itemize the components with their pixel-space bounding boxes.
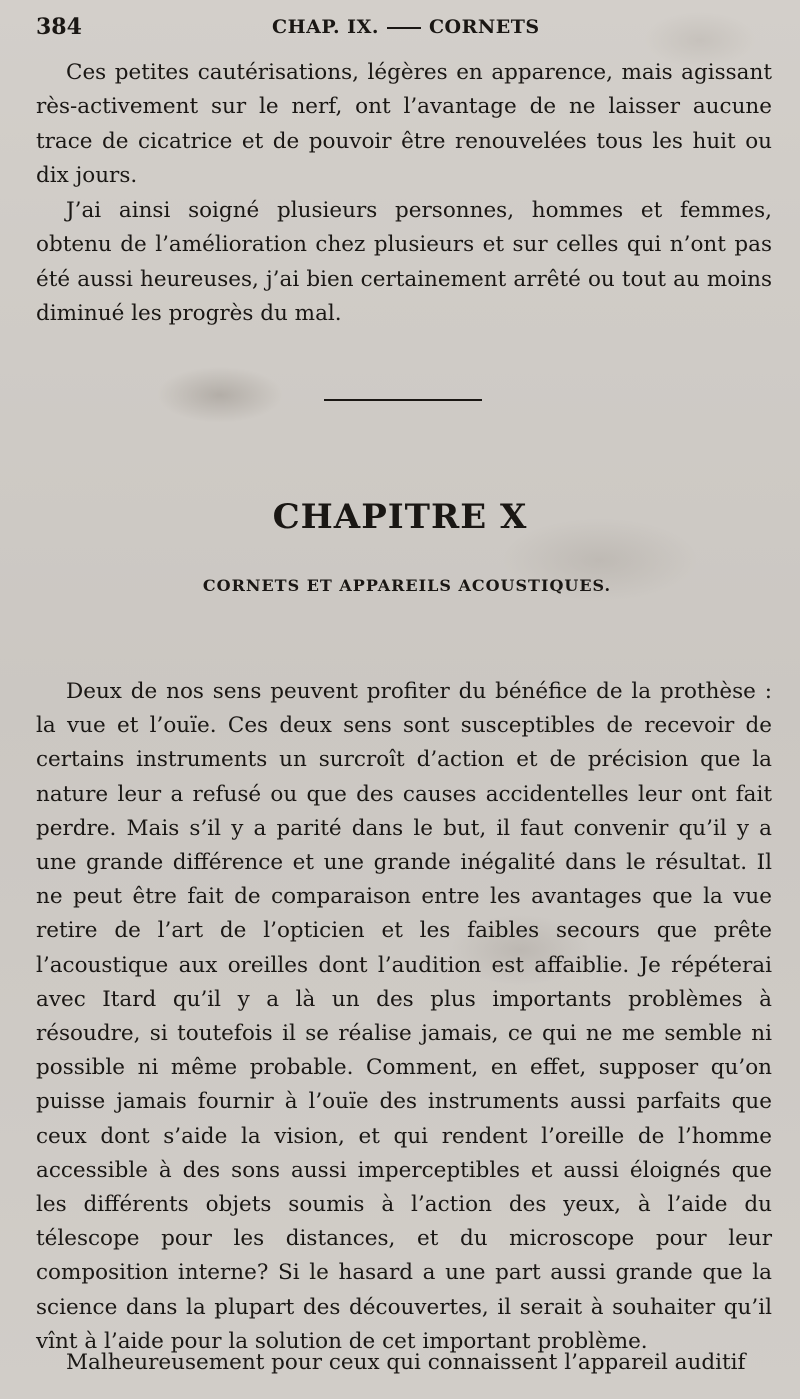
paragraph-text: Deux de nos sens peuvent profiter du bénéfice de la prothèse : la vue et l’ouïe. Ces deux sens sont susceptibles de recevoir de certains instruments un surcroît d’action et de précision que la nature leur a refusé ou que des causes accidentelles leur ont fait perdre. Mais s’il y a parité dans le but, il faut convenir qu’il y a une grande différence et une grande inégalité dans le résultat. Il ne peut être fait de comparaison entre les avantages que la vue retire de l’art de l’opticien et les faibles secours que prête l’acoustique aux oreilles dont l’audition est affaiblie. Je répéterai avec Itard qu’il y a là un des plus importants problèmes à résoudre, si toutefois il se réalise jamais, ce qui ne me semble ni possible ni même probable. Comment, en effet, supposer qu’on puisse jamais fournir à l’ouïe des instruments aussi parfaits que ceux dont s’aide la vision, et qui rendent l’oreille de l’homme accessible à des sons aussi imperceptibles et aussi éloignés que les différents objets soumis à l’action des yeux, à l’aide du télescope pour les distances, et du microscope pour leur composition interne? Si le hasard a une part aussi grande que la science dans la plupart des découvertes, il serait à souhaiter qu’il vînt à l’aide pour la solution de cet important problème. (36, 679, 772, 1354)
paragraph-previous-1 (36, 56, 772, 194)
running-head (36, 14, 770, 44)
paragraph-chapter-1 (36, 675, 772, 1359)
chapter-title: CHAPITRE X (272, 497, 528, 537)
chapter-label: CHAP. IX. (272, 16, 379, 38)
paragraph-text: Ces petites cautérisations, légères en apparence, mais agissant rès-activement sur le nerf, ont l’avantage de ne laisser aucune trace de cicatrice et de pouvoir être renouvelées tous les huit ou dix jours. (36, 60, 772, 189)
section-separator-rule (324, 399, 482, 401)
paragraph-previous-2 (36, 194, 772, 332)
paragraph-chapter-2 (36, 1346, 772, 1380)
running-head-title (272, 16, 540, 38)
section-label: CORNETS (428, 16, 540, 38)
page-number: 384 (36, 14, 82, 40)
dash-separator (387, 27, 421, 29)
paragraph-text: Malheureusement pour ceux qui connaissent l’appareil auditif (66, 1350, 746, 1375)
chapter-subtitle: CORNETS ET APPAREILS ACOUSTIQUES. (202, 576, 612, 595)
paragraph-text: J’ai ainsi soigné plusieurs personnes, hommes et femmes, obtenu de l’amélioration chez plusieurs et sur celles qui n’ont pas été aussi heureuses, j’ai bien certainement arrêté ou tout au moins diminué les progrès du mal. (36, 198, 772, 327)
